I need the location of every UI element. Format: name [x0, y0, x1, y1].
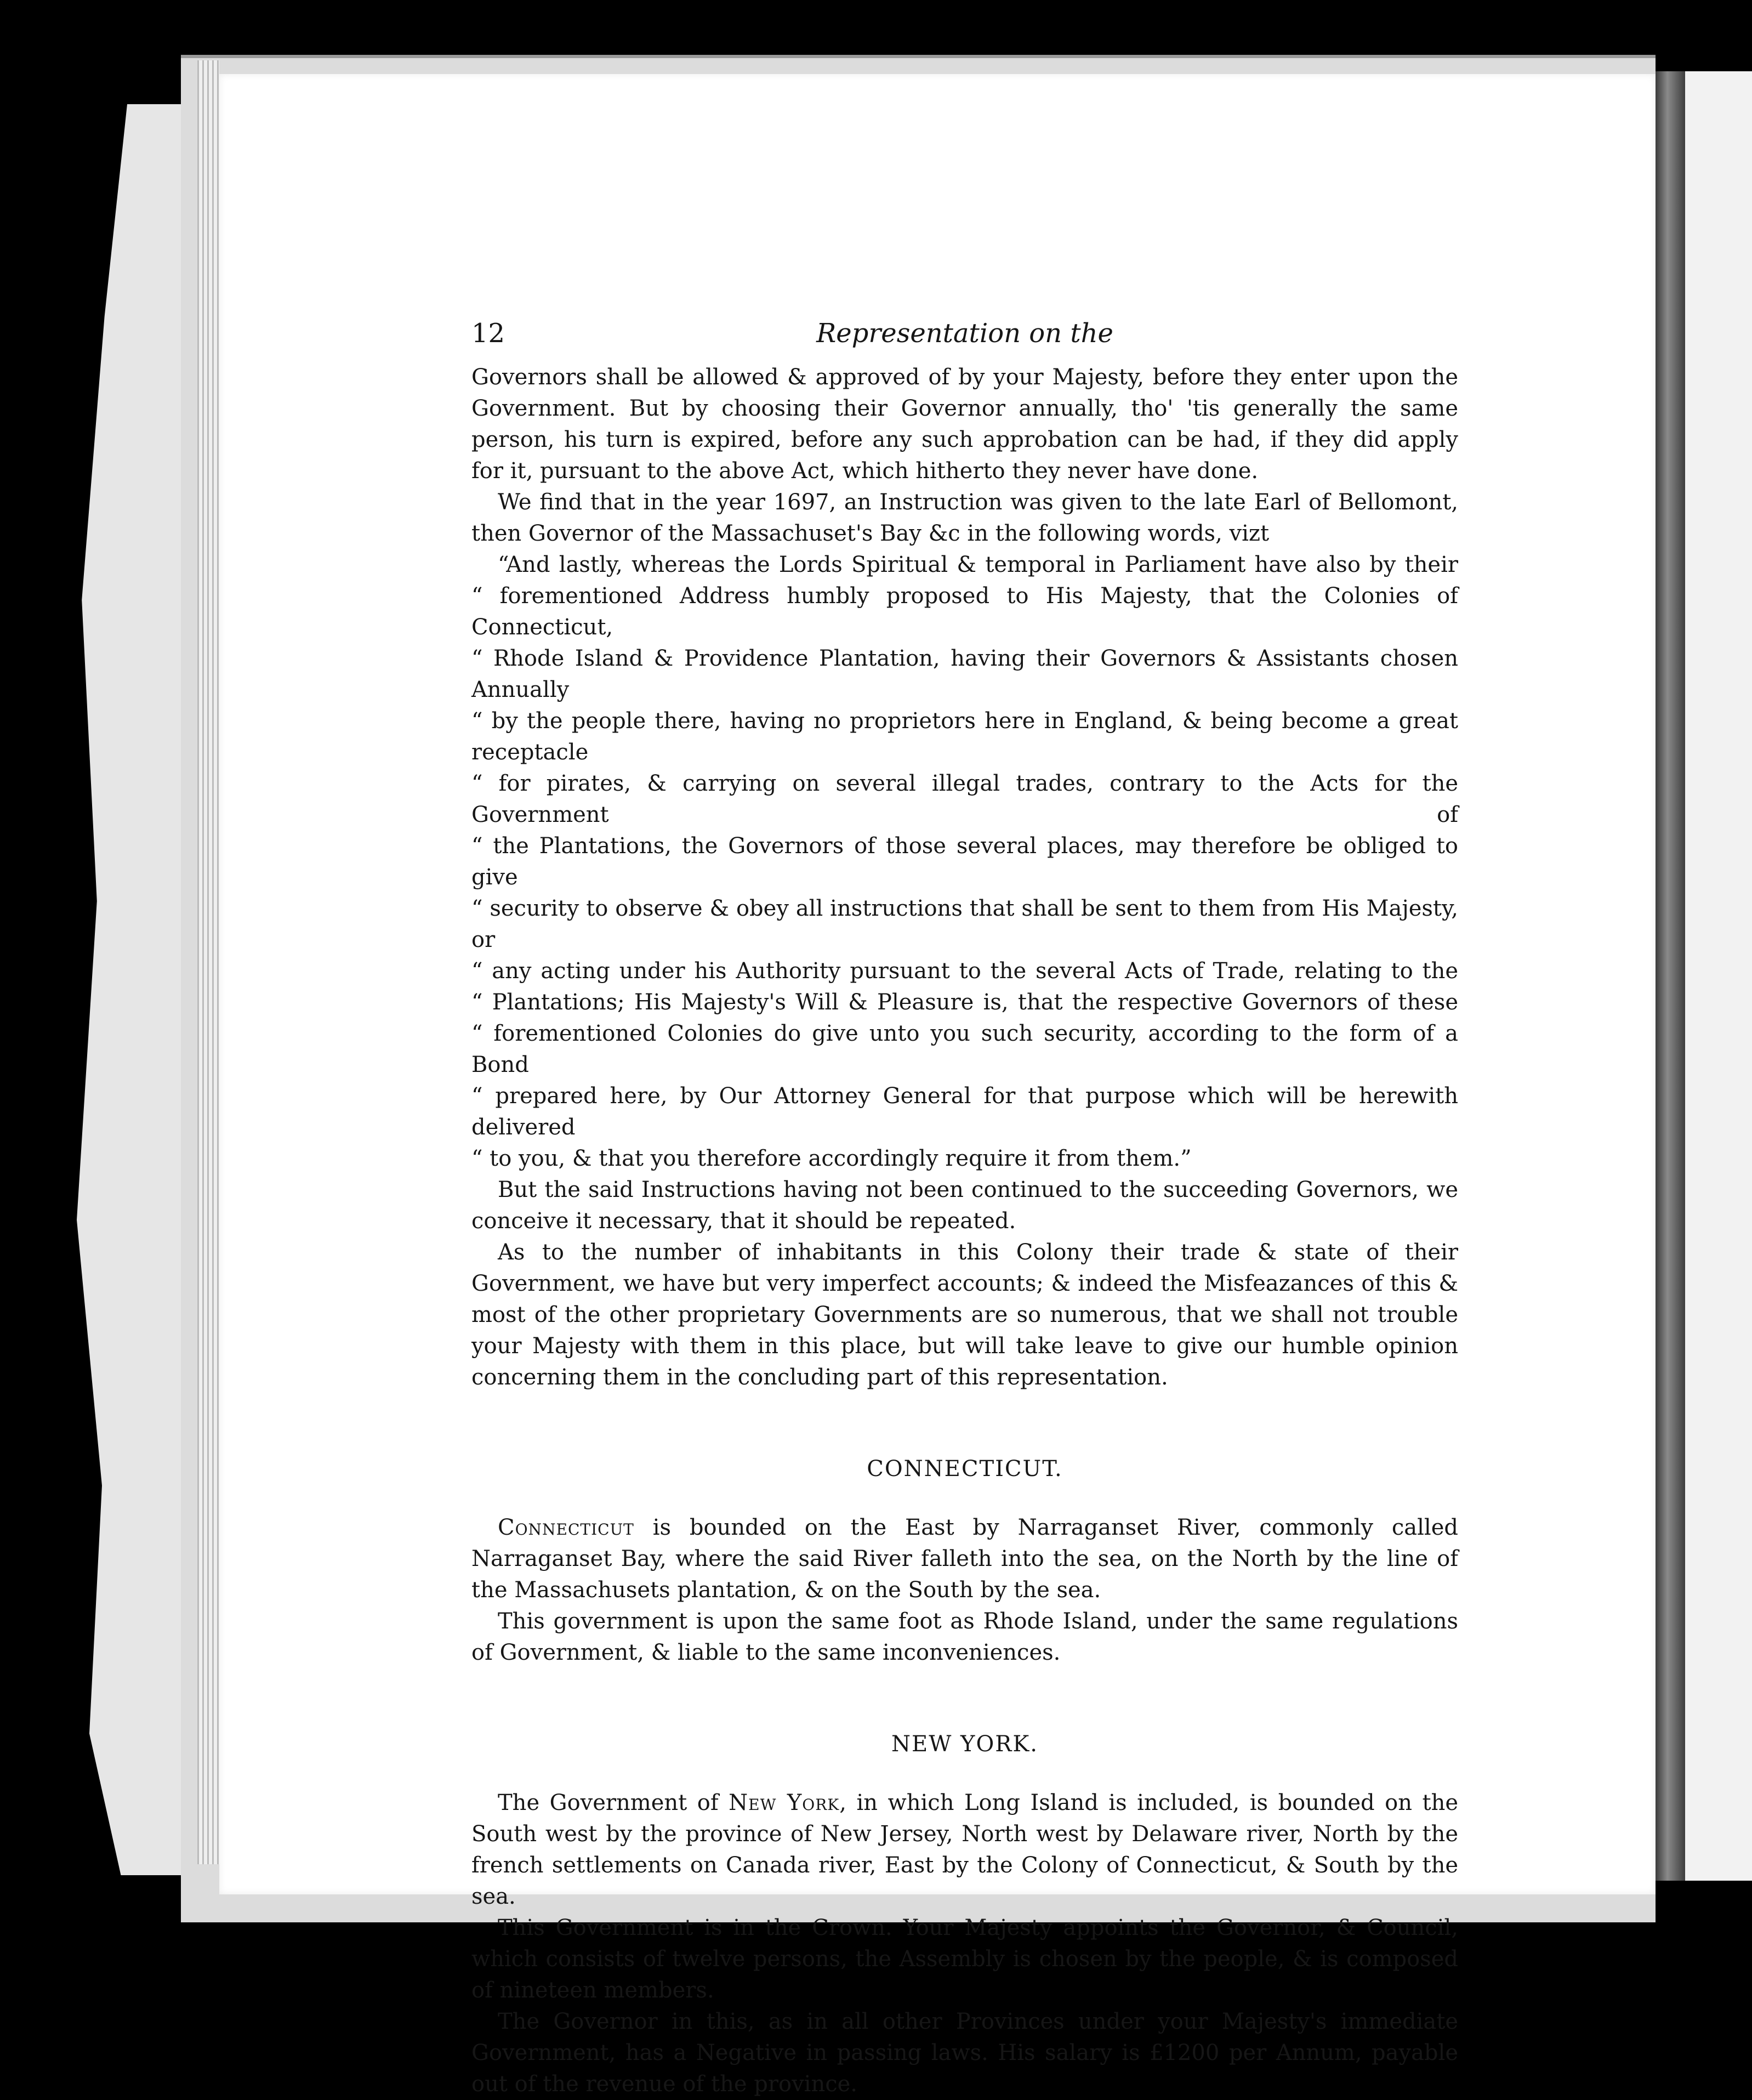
- quote-line: “ Plantations; His Majesty's Will & Pleasure is, that the respective Governors of these: [471, 990, 1458, 1015]
- section-heading-connecticut: CONNECTICUT.: [867, 1456, 1063, 1482]
- quote-line: “ security to observe & obey all instructions that shall be sent to them from His Majesty, or: [471, 896, 1458, 952]
- paragraph: The Governor in this, as in all other Provinces under your Majesty's immediate Government, has a Negative in passing laws. His salary is £1200 per Annum, payable out of the revenue of the province.: [471, 2009, 1458, 2097]
- paragraph-text: is bounded on the East by Narraganset River, commonly called Narraganset Bay, where the said River falleth into the sea, on the North by the line of the Massachusets plantation, & on the South by the sea.: [471, 1515, 1458, 1603]
- quote-line: “ any acting under his Authority pursuant to the several Acts of Trade, relating to the: [471, 958, 1458, 984]
- paragraph: [471, 1512, 1458, 1606]
- quote-line: “ forementioned Address humbly proposed to His Majesty, that the Colonies of Connecticut,: [471, 583, 1458, 640]
- quote-line: “ forementioned Colonies do give unto you such security, according to the form of a Bond: [471, 1021, 1458, 1077]
- page-text: [471, 318, 1458, 2100]
- facing-page-edge: [1685, 71, 1752, 1881]
- place-name: New York: [729, 1790, 840, 1815]
- quote-line: “ to you, & that you therefore accordingly require it from them.”: [471, 1146, 1192, 1171]
- quote-line: “ for pirates, & carrying on several illegal trades, contrary to the Acts for the Government of: [471, 771, 1458, 827]
- page-edges: [197, 60, 219, 1864]
- lead-word: Connecticut: [498, 1515, 634, 1540]
- quotation: [471, 549, 1458, 1174]
- paragraph: As to the number of inhabitants in this Colony their trade & state of their Government, we have but very imperfect accounts; & indeed the Misfeazances of this & most of the other proprietary Governments are so numerous, that we shall not trouble your Majesty with them in this place, but will take leave to give our humble opinion concerning them in the concluding part of this representation.: [471, 1240, 1458, 1390]
- quote-line: “And lastly, whereas the Lords Spiritual & temporal in Parliament have also by their: [498, 552, 1458, 577]
- book-gutter: [1656, 71, 1685, 1881]
- quote-line: “ prepared here, by Our Attorney General for that purpose which will be herewith delivered: [471, 1083, 1458, 1140]
- paragraph: We find that in the year 1697, an Instruction was given to the late Earl of Bellomont, then Governor of the Massachuset's Bay &c in the following words, vizt: [471, 490, 1458, 546]
- quote-line: “ Rhode Island & Providence Plantation, having their Governors & Assistants chosen Annually: [471, 646, 1458, 702]
- paragraph-text: , in which Long Island is included, is bounded on the South west by the province of New Jersey, North west by Delaware river, North by the french settlements on Canada river, East by the Colony of Connecticut, & South by the sea.: [471, 1790, 1459, 1909]
- page-number: 12: [471, 318, 505, 349]
- paragraph: [471, 1787, 1458, 1912]
- paragraph: This Government is in the Crown. Your Majesty appoints the Governor, & Council, which consists of twelve persons, the Assembly is chosen by the people, & is composed of nineteen members.: [471, 1915, 1458, 2003]
- paragraph: Governors shall be allowed & approved of by your Majesty, before they enter upon the Government. But by choosing their Governor annually, tho' 'tis generally the same person, his turn is expired, before any such approbation can be had, if they did apply for it, pursuant to the above Act, which hitherto they never have done.: [471, 365, 1458, 484]
- paragraph-text: The Government of: [498, 1790, 729, 1815]
- paragraph: But the said Instructions having not been continued to the succeeding Governors, we conceive it necessary, that it should be repeated.: [471, 1177, 1458, 1234]
- running-title: Representation on the: [816, 318, 1113, 349]
- paragraph: This government is upon the same foot as Rhode Island, under the same regulations of Government, & liable to the same inconveniences.: [471, 1609, 1458, 1665]
- page-header: [471, 318, 1458, 362]
- section-heading-new-york: NEW YORK.: [891, 1732, 1038, 1757]
- quote-line: “ the Plantations, the Governors of those several places, may therefore be obliged to give: [471, 833, 1458, 890]
- quote-line: “ by the people there, having no proprietors here in England, & being become a great receptacle: [471, 708, 1458, 765]
